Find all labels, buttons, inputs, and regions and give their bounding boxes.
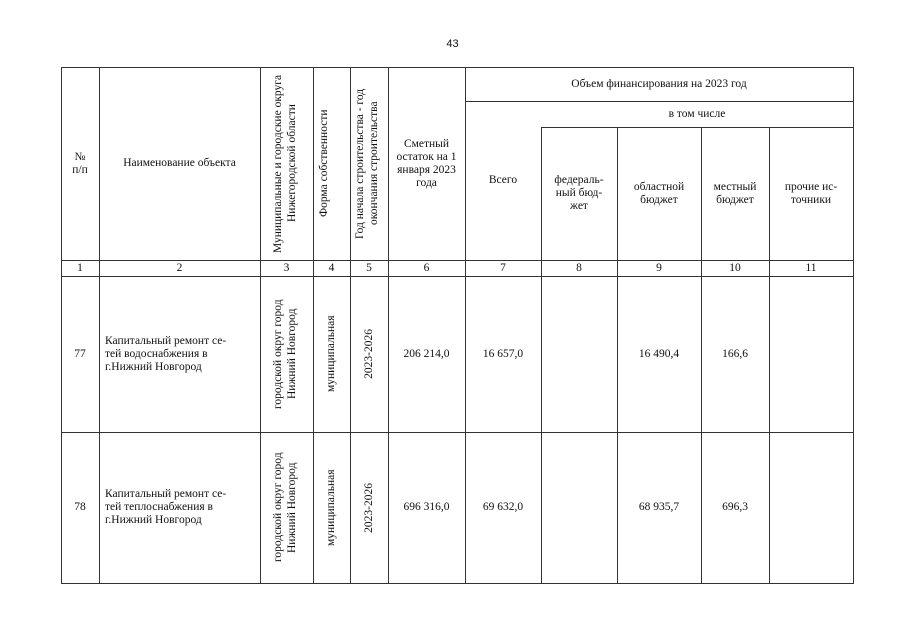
row-regional: 16 490,4: [638, 347, 680, 360]
row-num: 77: [74, 347, 86, 360]
header-other: прочие ис-точники: [784, 180, 838, 206]
row-ownership: [313, 432, 350, 583]
column-number: 9: [656, 261, 662, 274]
header-years-text: Год начала строительства - год окончания строительства: [354, 88, 380, 239]
column-number: 3: [283, 261, 290, 274]
header-total: Всего: [488, 174, 518, 186]
row-district: [260, 276, 313, 432]
row-other: [769, 276, 853, 432]
column-number: 11: [805, 261, 817, 274]
header-ownership-text: Форма собственности: [317, 109, 330, 218]
row-years-text: 2023-2026: [362, 482, 375, 533]
row-district: [260, 432, 313, 583]
row-local: 696,3: [722, 501, 748, 513]
header-federal: федераль-ный бюд-жет: [554, 174, 604, 212]
row-local: 166,6: [722, 347, 748, 360]
header-local: местный бюджет: [713, 180, 757, 206]
header-regional: областной бюджет: [633, 180, 685, 206]
row-federal: [541, 276, 617, 432]
row-district-text: городской округ город Нижний Новгород: [271, 299, 298, 409]
row-years: [350, 432, 388, 583]
header-ownership: [313, 67, 350, 260]
header-financing: Объем финансирования на 2023 год: [571, 77, 747, 90]
row-name: Капитальный ремонт се-тей теплоснабжения в г.Нижний Новгород: [105, 488, 227, 526]
row-estimate: 206 214,0: [403, 347, 450, 360]
header-including: в том числе: [668, 107, 726, 120]
row-years-text: 2023-2026: [362, 329, 375, 379]
row-other: [769, 432, 853, 583]
row-ownership-text: муниципальная: [325, 469, 337, 546]
row-ownership: [313, 276, 350, 432]
row-ownership-text: муниципальная: [325, 315, 337, 393]
header-district-text: Муниципальные и городские округа Нижегородской области: [271, 74, 298, 253]
row-federal: [541, 432, 617, 583]
column-number: 1: [77, 261, 83, 274]
row-regional: 68 935,7: [638, 501, 680, 513]
header-years: [350, 67, 388, 260]
column-number: 5: [366, 261, 372, 274]
column-number: 10: [729, 261, 741, 274]
row-num: 78: [74, 501, 86, 513]
column-number: 2: [176, 261, 183, 274]
row-total: 69 632,0: [482, 501, 524, 513]
row-total: 16 657,0: [482, 347, 524, 360]
header-district: [260, 67, 313, 260]
column-number: 4: [328, 261, 335, 274]
row-district-text: городской округ город Нижний Новгород: [271, 452, 298, 563]
row-name: Капитальный ремонт се-тей водоснабжения в г.Нижний Новгород: [105, 334, 227, 373]
row-estimate: 696 316,0: [403, 501, 450, 513]
column-number: 7: [500, 261, 506, 274]
row-years: [350, 276, 388, 432]
header-estimate: Сметный остаток на 1 января 2023 года: [396, 137, 457, 189]
header-num: № п/п: [72, 150, 88, 176]
column-number: 6: [423, 261, 430, 274]
column-number: 8: [576, 261, 582, 274]
header-name: Наименование объекта: [123, 157, 236, 169]
page-number: 43: [446, 38, 459, 50]
